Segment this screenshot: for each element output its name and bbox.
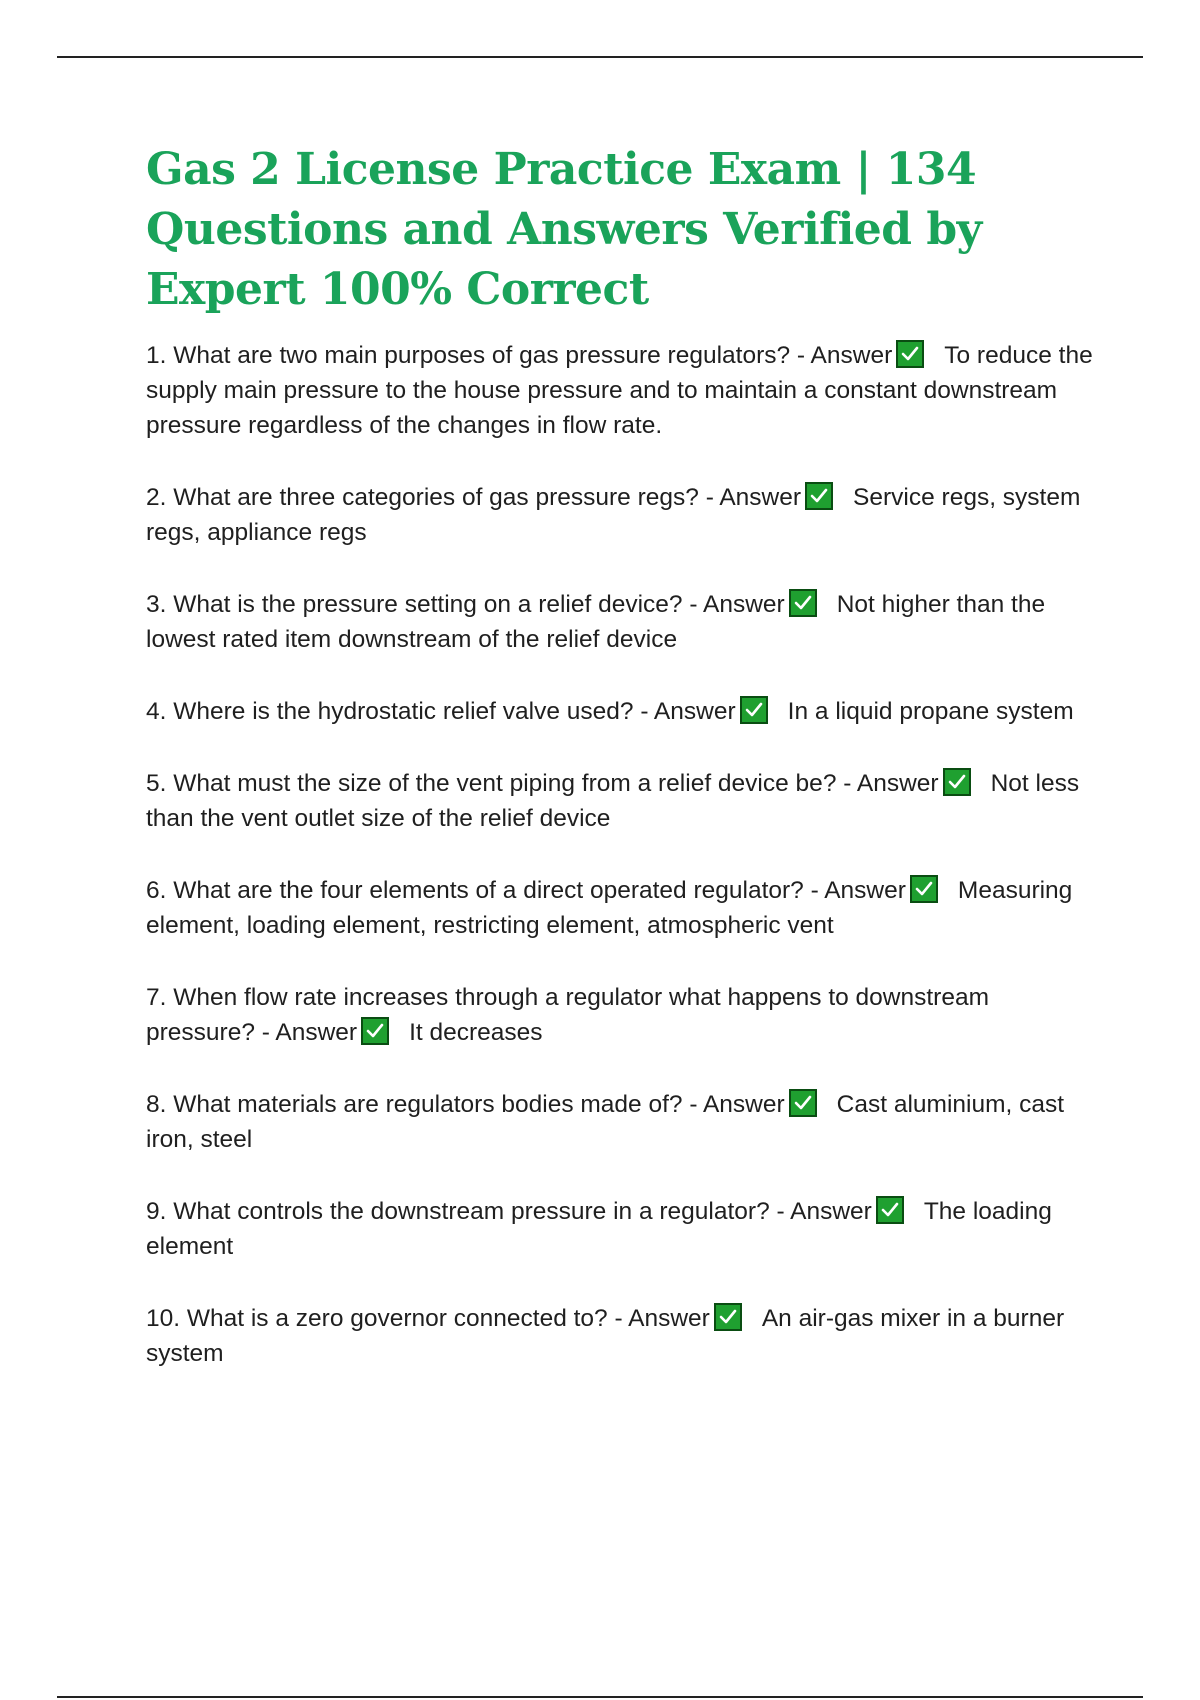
document-body: [146, 140, 1096, 1408]
green-checkmark-icon: [740, 696, 768, 724]
green-checkmark-icon: [943, 768, 971, 796]
qa-item: [146, 873, 1096, 943]
question-text: 8. What materials are regulators bodies made of? - Answer: [146, 1091, 785, 1118]
answer-text: The loading element: [146, 1198, 1052, 1260]
question-text: 6. What are the four elements of a direct operated regulator? - Answer: [146, 877, 906, 904]
question-text: 3. What is the pressure setting on a relief device? - Answer: [146, 591, 785, 618]
answer-text: An air-gas mixer in a burner system: [146, 1305, 1065, 1367]
green-checkmark-icon: [805, 482, 833, 510]
qa-item: [146, 587, 1096, 657]
green-checkmark-icon: [896, 340, 924, 368]
document-title: Gas 2 License Practice Exam | 134 Questions and Answers Verified by Expert 100% Correct: [146, 144, 982, 315]
qa-item: [146, 766, 1096, 836]
answer-text: To reduce the supply main pressure to the house pressure and to maintain a constant downstream pressure regardless of the changes in flow rate.: [146, 342, 1093, 439]
question-text: 10. What is a zero governor connected to? - Answer: [146, 1305, 710, 1332]
qa-item: [146, 980, 1096, 1050]
green-checkmark-icon: [714, 1303, 742, 1331]
qa-item: [146, 338, 1096, 443]
qa-item: [146, 1087, 1096, 1157]
question-text: 7. When flow rate increases through a regulator what happens to downstream pressure? - Answer: [146, 984, 990, 1046]
qa-item: [146, 1194, 1096, 1264]
footer-rule: [57, 1696, 1143, 1698]
green-checkmark-icon: [789, 1089, 817, 1117]
answer-text: In a liquid propane system: [787, 698, 1074, 725]
answer-text: It decreases: [409, 1019, 543, 1046]
question-text: 2. What are three categories of gas pressure regs? - Answer: [146, 484, 802, 511]
question-text: 5. What must the size of the vent piping from a relief device be? - Answer: [146, 770, 939, 797]
answer-text: Measuring element, loading element, restricting element, atmospheric vent: [146, 877, 1073, 939]
answer-text: Cast aluminium, cast iron, steel: [146, 1091, 1065, 1153]
green-checkmark-icon: [876, 1196, 904, 1224]
green-checkmark-icon: [789, 589, 817, 617]
qa-list: [146, 338, 1096, 1371]
header-rule: [57, 56, 1143, 58]
answer-text: Not higher than the lowest rated item downstream of the relief device: [146, 591, 1046, 653]
answer-text: Service regs, system regs, appliance regs: [146, 484, 1081, 546]
qa-item: [146, 480, 1096, 550]
green-checkmark-icon: [361, 1017, 389, 1045]
question-text: 9. What controls the downstream pressure in a regulator? - Answer: [146, 1198, 872, 1225]
qa-item: [146, 694, 1096, 729]
qa-item: [146, 1301, 1096, 1371]
answer-text: Not less than the vent outlet size of the relief device: [146, 770, 1080, 832]
question-text: 4. Where is the hydrostatic relief valve used? - Answer: [146, 698, 736, 725]
question-text: 1. What are two main purposes of gas pressure regulators? - Answer: [146, 342, 893, 369]
green-checkmark-icon: [910, 875, 938, 903]
